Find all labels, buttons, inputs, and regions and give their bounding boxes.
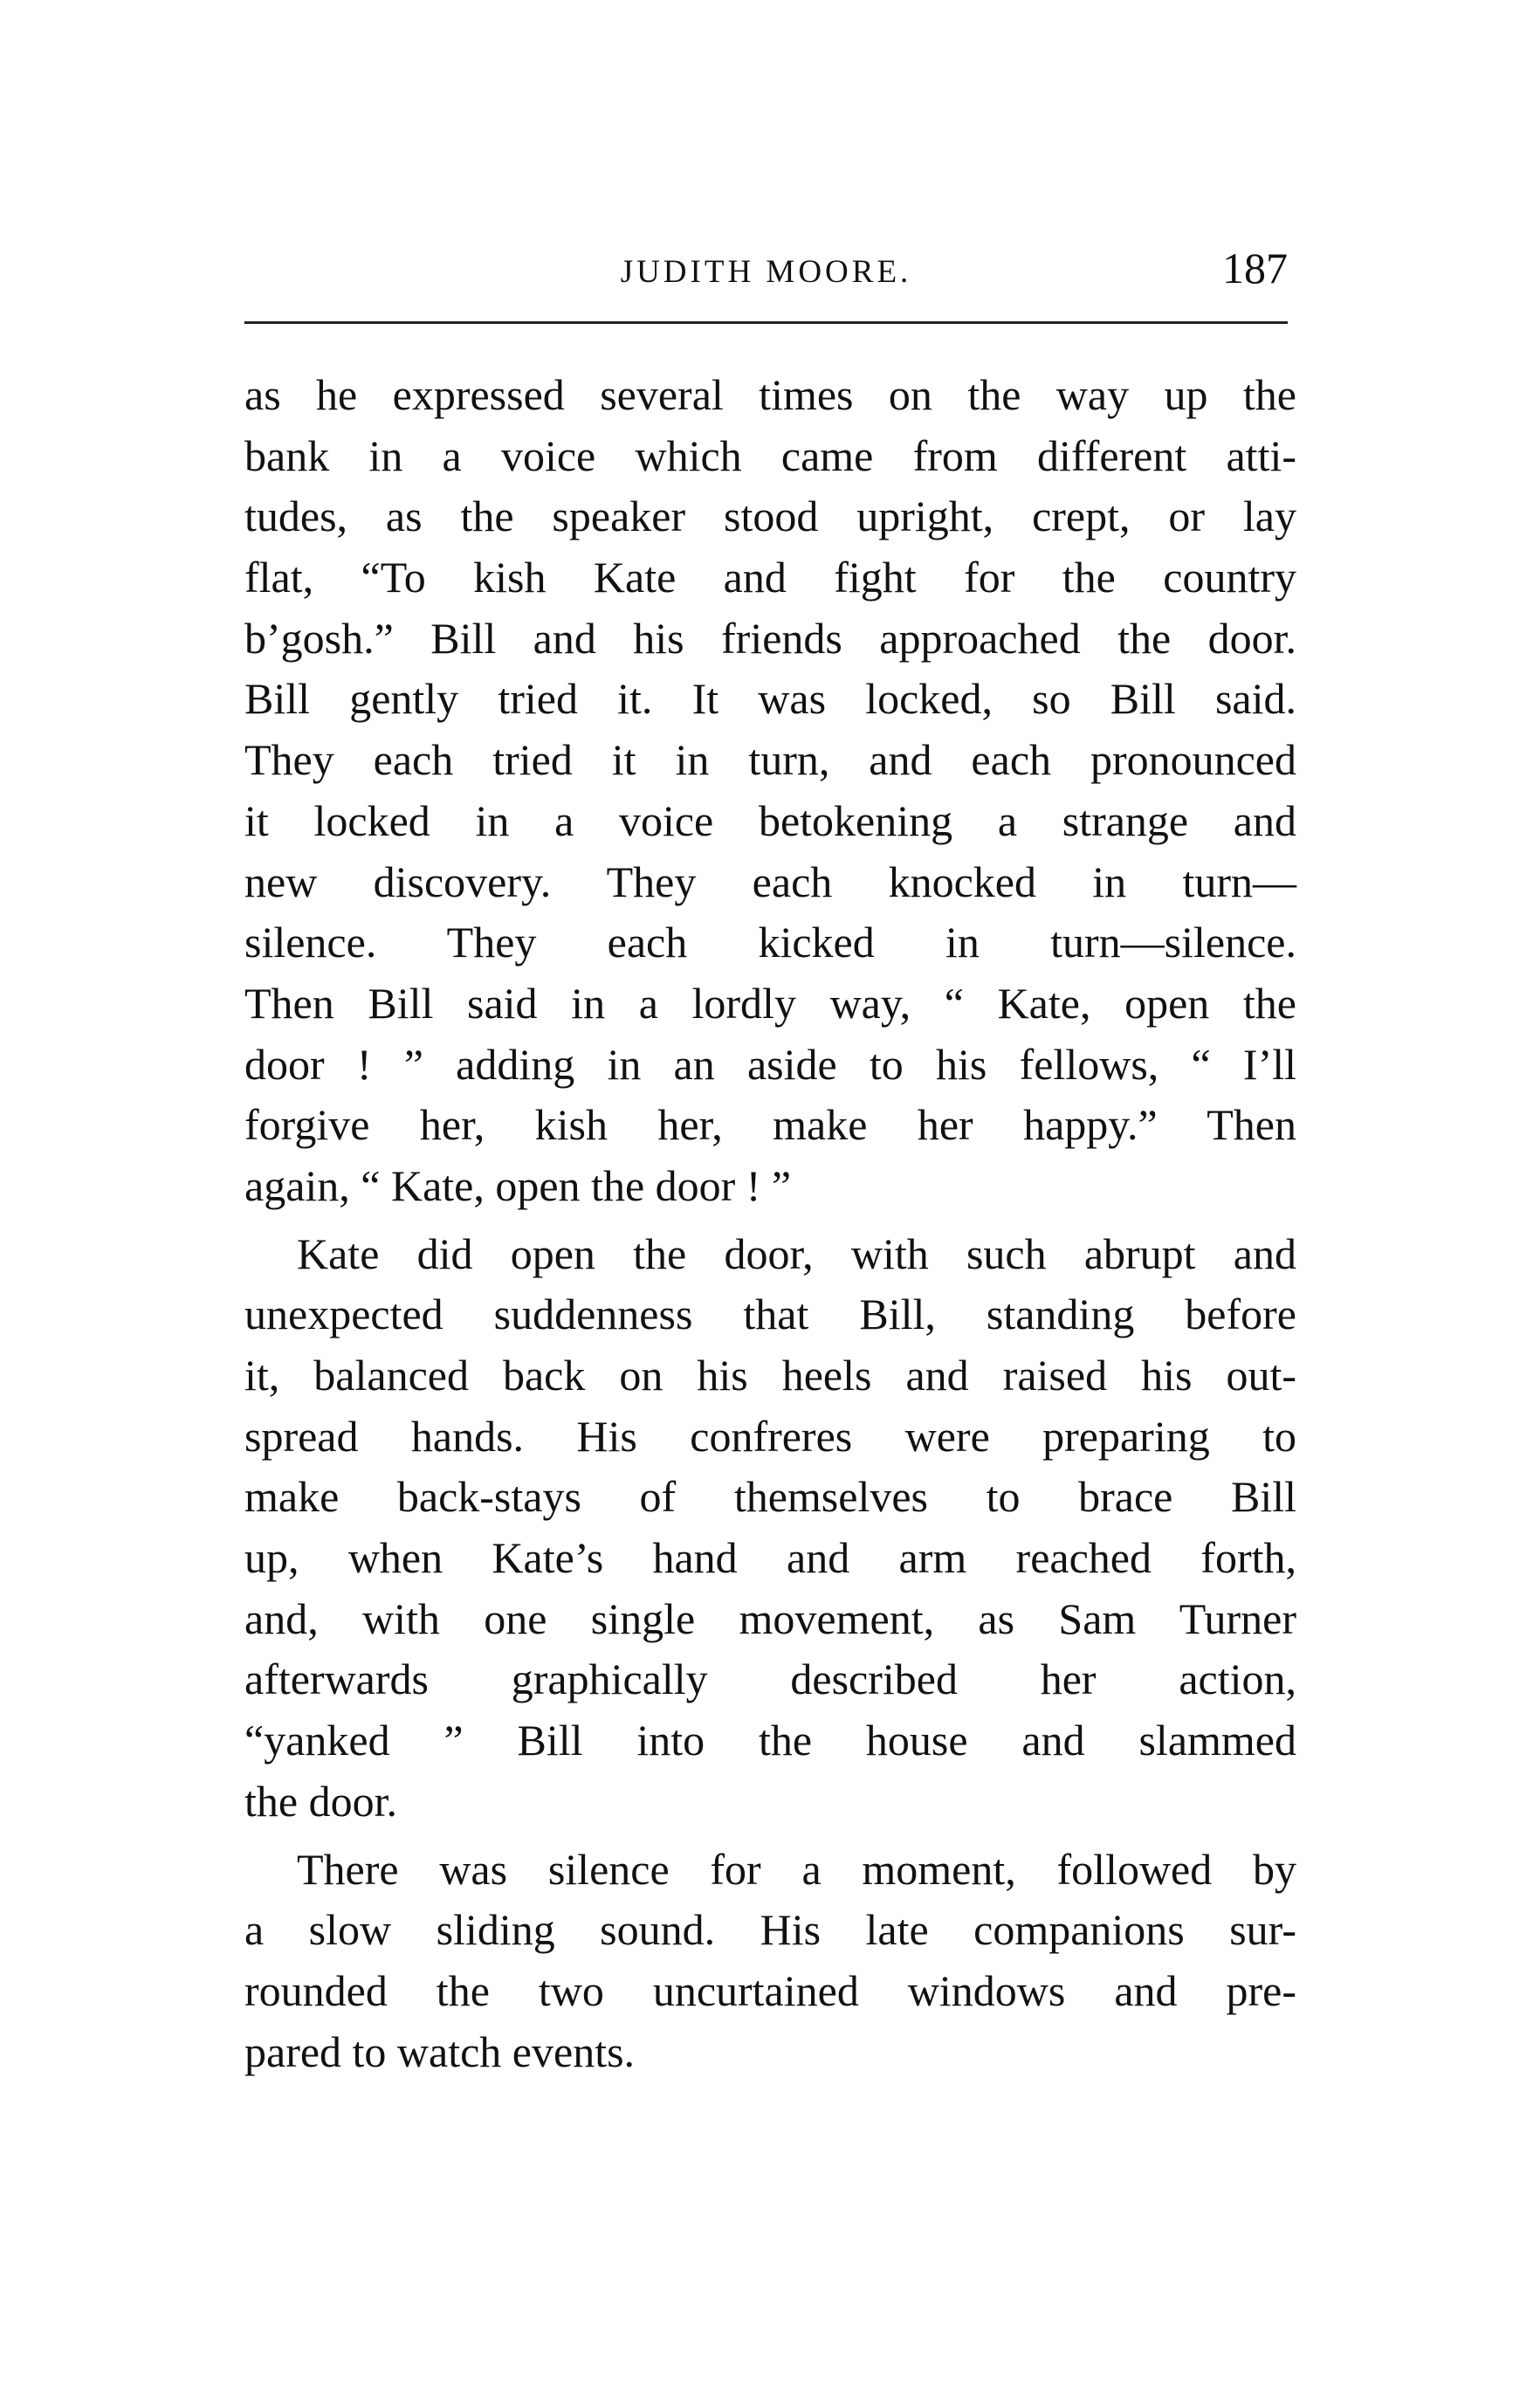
text-line: the door. xyxy=(244,1776,397,1826)
text-line: silence. They each kicked in turn—silence. xyxy=(244,918,1296,967)
text-line: b’gosh.” Bill and his friends approached the door. xyxy=(244,613,1296,663)
paragraph-gap xyxy=(244,1217,1296,1224)
text-line: bank in a voice which came from different atti- xyxy=(244,430,1296,480)
text-line: door ! ” adding in an aside to his fellows, “ I’ll xyxy=(244,1039,1296,1089)
text-line: Then Bill said in a lordly way, “ Kate, open the xyxy=(244,978,1296,1028)
text-line: afterwards graphically described her action, xyxy=(244,1655,1296,1704)
paragraph-gap xyxy=(244,1833,1296,1840)
text-line: They each tried it in turn, and each pronounced xyxy=(244,735,1296,785)
text-line: it, balanced back on his heels and raised his out- xyxy=(244,1351,1296,1400)
text-line: forgive her, kish her, make her happy.” Then xyxy=(244,1100,1296,1150)
text-line: pared to watch events. xyxy=(244,2026,636,2076)
header-rule xyxy=(244,321,1288,324)
text-line: flat, “To kish Kate and fight for the country xyxy=(244,553,1296,602)
text-line: Kate did open the door, with such abrupt and xyxy=(297,1228,1296,1278)
text-line: rounded the two uncurtained windows and pre- xyxy=(244,1965,1296,2015)
text-line: as he expressed several times on the way up the xyxy=(244,370,1296,419)
running-title: JUDITH MOORE. xyxy=(620,254,912,290)
paragraph-2 xyxy=(244,1224,1296,1833)
text-line: again, “ Kate, open the door ! ” xyxy=(244,1160,792,1210)
text-line: Bill gently tried it. It was locked, so Bill said. xyxy=(244,674,1296,724)
text-line: new discovery. They each knocked in turn— xyxy=(244,857,1296,906)
text-line: “yanked ” Bill into the house and slammed xyxy=(244,1716,1296,1765)
text-line: a slow sliding sound. His late companions sur- xyxy=(244,1905,1296,1955)
body-text xyxy=(244,365,1296,2082)
text-line: unexpected suddenness that Bill, standing before xyxy=(244,1290,1296,1339)
text-line: make back-stays of themselves to brace Bill xyxy=(244,1472,1296,1522)
text-line: There was silence for a moment, followed by xyxy=(297,1844,1296,1894)
paragraph-1 xyxy=(244,365,1296,1217)
running-head xyxy=(244,243,1288,304)
paragraph-3 xyxy=(244,1840,1296,2083)
text-line: tudes, as the speaker stood upright, crept, or lay xyxy=(244,492,1296,541)
text-line: it locked in a voice betokening a strange and xyxy=(244,795,1296,845)
page-number: 187 xyxy=(1222,244,1288,292)
text-line: and, with one single movement, as Sam Turner xyxy=(244,1593,1296,1643)
text-line: up, when Kate’s hand and arm reached forth, xyxy=(244,1533,1296,1583)
text-line: spread hands. His confreres were preparing to xyxy=(244,1411,1296,1461)
